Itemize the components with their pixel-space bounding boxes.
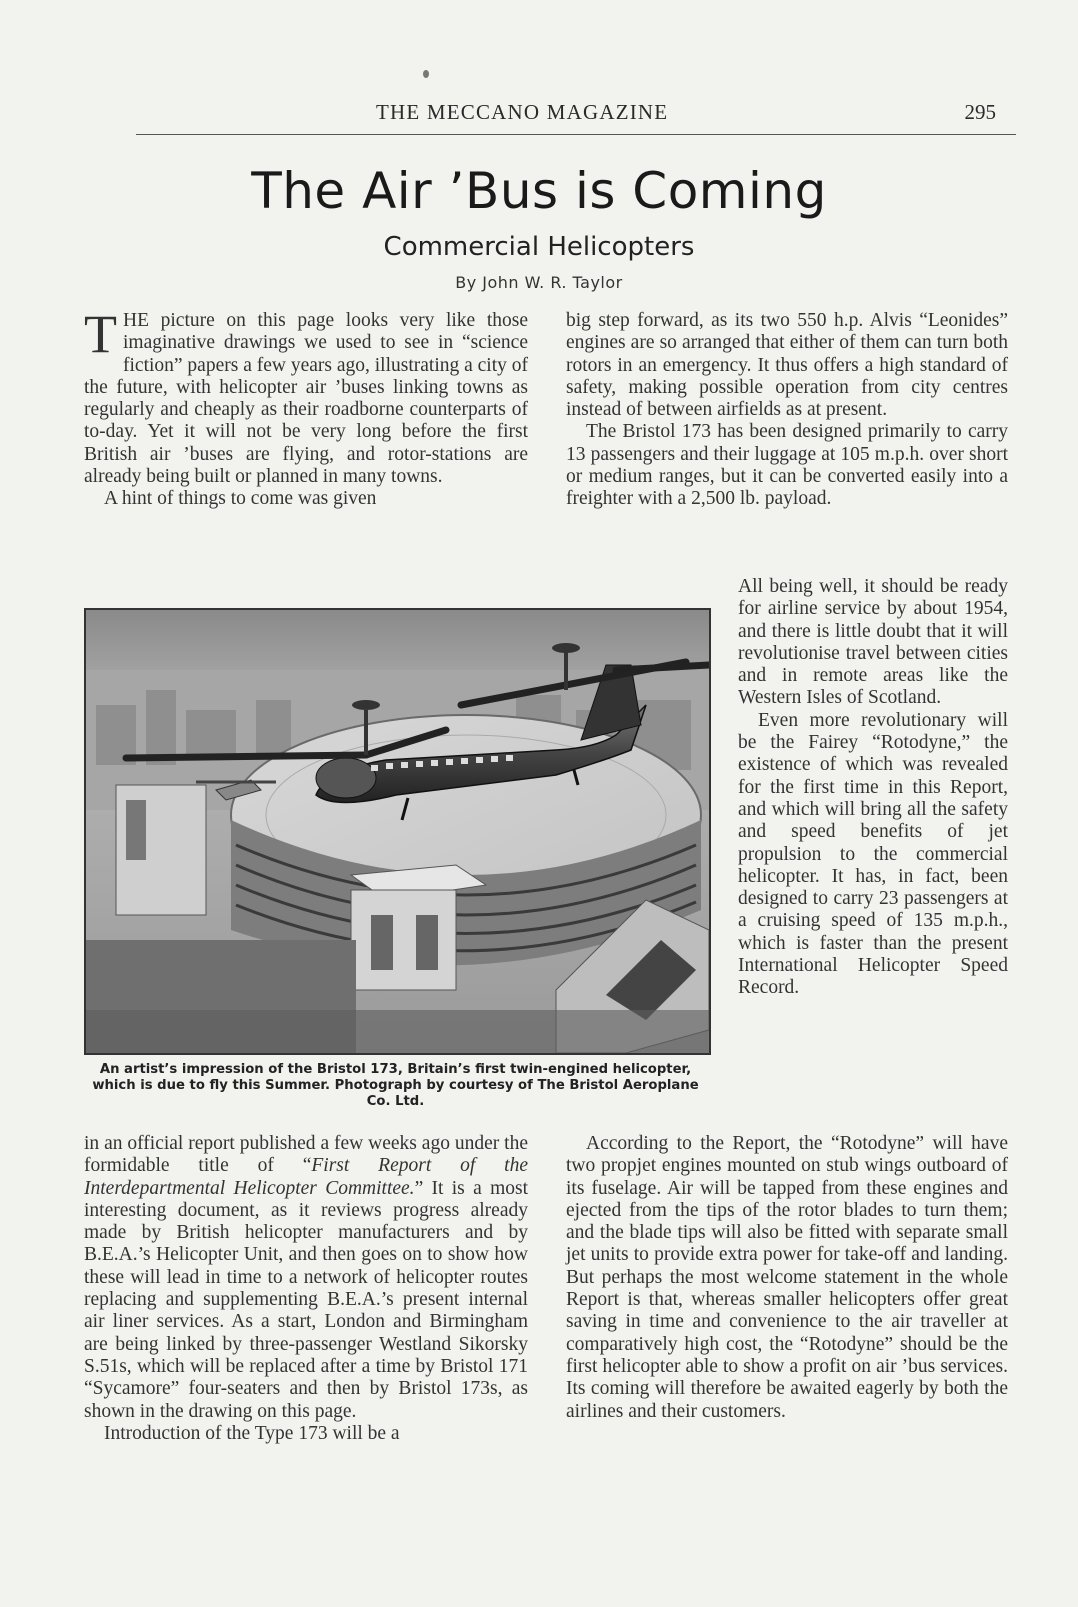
right-column-top: [566, 310, 1008, 511]
according-report-paragraph: According to the Report, the “Rotodyne” will have two propjet engines mounted on stub wings outboard of its fuselage. Air will be tapped from these engines and ejected from the tips of the rotor blades to turn them; and the blade tips will also be fitted with separate small jet units to provide extra power for take-off and landing. But perhaps the most welcome statement in the whole Report is that, whereas smaller helicopters offer great saving in time and convenience to the air traveller at comparatively high cost, the “Rotodyne” should be the first helicopter able to show a profit on air ’bus services. Its coming will therefore be awaited eagerly by both the airlines and their customers.: [566, 1133, 1008, 1422]
type-173-paragraph: Introduction of the Type 173 will be a: [104, 1422, 400, 1444]
report-text-end: ” It is a most interesting document, as it reviews progress already made by British helicopter manufacturers and by B.E.A.’s Helicopter Unit, and then goes on to show how these will lead in time to a network of helicopter routes replacing and supplementing B.E.A.’s present internal air liner services. As a start, London and Birmingham are being linked by three-passenger Westland Sikorsky S.51s, which will be replaced after a time by Bristol 171 “Sycamore” four-seaters and then by Bristol 173s, as shown in the drawing on this page.: [84, 1177, 528, 1422]
page-number: 295: [964, 100, 996, 124]
running-header: [136, 100, 1016, 135]
report-text-start: in an official report published a few weeks ago under the formidable title of “: [84, 1133, 528, 1177]
left-column-bottom: [84, 1133, 528, 1445]
intro-paragraph: [84, 304, 529, 488]
right-column-narrow: [738, 576, 1008, 1000]
bristol-173-paragraph: The Bristol 173 has been designed primarily to carry 13 passengers and their luggage at 105 m.p.h. over short or medium ranges, but it can be converted easily into a freighter with a 2,500 lb. payload.: [566, 421, 1008, 510]
magazine-title: THE MECCANO MAGAZINE: [376, 100, 669, 124]
bristol-173-drawing: [86, 610, 709, 1053]
article-title: The Air ’Bus is Coming: [251, 162, 827, 220]
article-subtitle: Commercial Helicopters: [383, 232, 695, 262]
right-column-bottom: [566, 1133, 1008, 1423]
official-report-paragraph: [84, 1133, 528, 1423]
hint-paragraph: A hint of things to come was given: [104, 488, 377, 510]
intro-text: HE picture on this page looks very like those imaginative drawings we used to see in “science fiction” papers a few years ago, illustrating a city of the future, with helicopter air ’buses linking towns as regularly and cheaply as their roadborne counterparts of to-day. Yet it will not be very long before the first British air ’buses are flying, and rotor-stations are already being built or planned in many towns.: [84, 310, 529, 488]
figure-caption: An artist’s impression of the Bristol 173, Britain’s first twin-engined helicopter, which is due to fly this Summer. Photograph by courtesy of The Bristol Aeroplane Co. Ltd.: [92, 1062, 699, 1109]
airline-service-paragraph: All being well, it should be ready for airline service by about 1954, and there is little doubt that it will revolutionise travel between cities and in remote areas like the Western Isles of Scotland.: [738, 576, 1008, 709]
rotodyne-paragraph: Even more revolutionary will be the Fairey “Rotodyne,” the existence of which was revealed for the first time in this Report, and which will bring all the safety and speed benefits of jet propulsion to the commercial helicopter. It has, in fact, been designed to carry 23 passengers at a cruising speed of 135 m.p.h., which is faster than the present International Helicopter Speed Record.: [738, 709, 1008, 999]
step-forward-paragraph: big step forward, as its two 550 h.p. Alvis “Leonides” engines are so arranged that either of them can turn both rotors in an emergency. It thus offers a high standard of safety, making possible operation from city centres instead of between airfields as at present.: [566, 310, 1008, 421]
report-title-italic: First Report of the Interdepartmental Helicopter Committee.: [84, 1155, 528, 1199]
left-column-top: [84, 304, 529, 511]
helicopter-illustration: [84, 608, 711, 1055]
drop-cap: T: [84, 304, 117, 364]
article-byline: By John W. R. Taylor: [455, 273, 623, 292]
ink-speck: [423, 70, 429, 78]
